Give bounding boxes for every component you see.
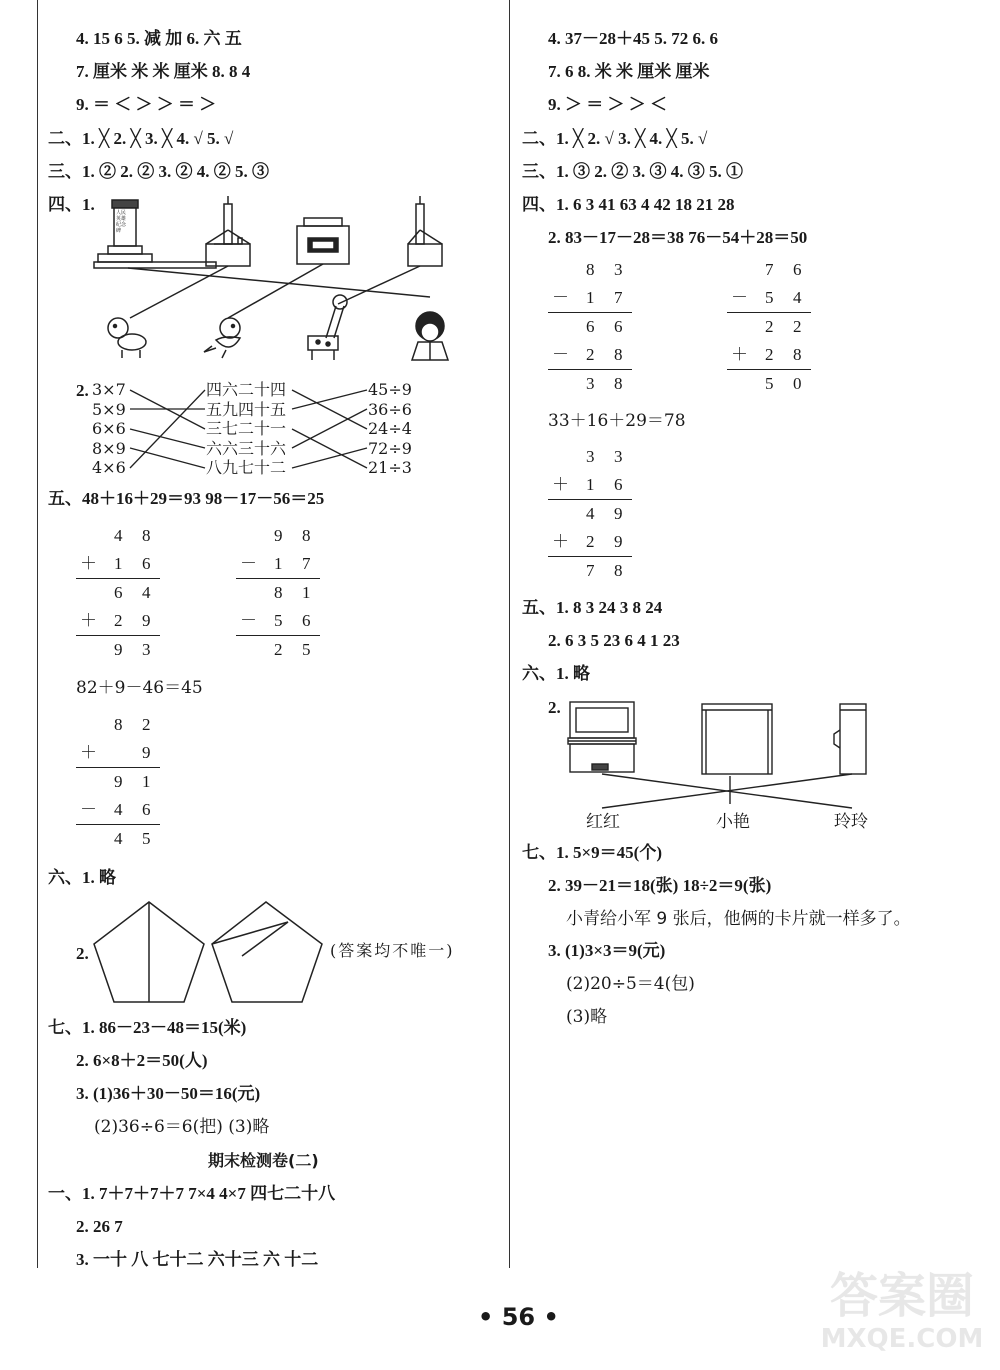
calc-digit: 7 (586, 561, 595, 580)
calc-digit: 5 (302, 640, 311, 659)
calc-op: － (240, 611, 257, 630)
monument-drawing (94, 200, 216, 268)
mul-mid-item: 五九四十五 (206, 399, 287, 419)
mul-left-item: 8×9 (92, 438, 126, 458)
answer-line: 六、1. 略 (48, 868, 116, 887)
mul-mid-item: 三七二十一 (206, 419, 287, 438)
mul-right-item: 45÷9 (368, 380, 412, 399)
calc-op: － (731, 288, 748, 307)
calc-digit: 5 (765, 288, 774, 307)
watermark-top: 答案圈 (829, 1268, 974, 1324)
dog-drawing (108, 318, 146, 358)
answer-line: (3)略 (566, 1007, 608, 1027)
name-label: 红红 (586, 812, 620, 832)
calc-digit: 8 (114, 715, 123, 734)
calc-digit: 9 (142, 611, 151, 630)
calc-digit: 4 (793, 288, 802, 307)
answer-line: 3. (1)3×3＝9(元) (548, 941, 666, 960)
answer-line: 2. 6×8＋2＝50(人) (76, 1051, 208, 1070)
calc-digit: 9 (114, 772, 123, 791)
answer-line: 2. 83－17－28＝38 76－54＋28＝50 (548, 228, 808, 247)
answer-line: 3. 一十 八 七十二 六十三 六 十二 (76, 1250, 319, 1269)
answer-line: 3. (1)36＋30－50＝16(元) (76, 1084, 261, 1103)
calc-op: － (552, 345, 569, 364)
calc-digit: 2 (114, 611, 123, 630)
calc-op: ＋ (552, 475, 569, 494)
calc-digit: 2 (765, 345, 774, 364)
piano-front-drawing (568, 702, 636, 772)
calc-digit: 3 (614, 260, 623, 279)
calc-op: ＋ (731, 345, 748, 364)
name-label: 玲玲 (834, 812, 868, 832)
answer-line: (2)36÷6＝6(把) (3)略 (94, 1117, 270, 1137)
calc-digit: 2 (765, 317, 774, 336)
calc-digit: 6 (586, 317, 595, 336)
page-number: • 56 • (478, 1303, 559, 1331)
answer-line: 小青给小军 9 张后，他俩的卡片就一样多了。 (566, 909, 911, 929)
question-label: 2. (76, 381, 89, 400)
giraffe-drawing (308, 295, 347, 360)
note-text: (答案均不唯一) (330, 941, 455, 960)
answer-line: 9. ＞ ＝ ＞ ＞ ＜ (548, 95, 667, 114)
calc-op: ＋ (80, 743, 97, 762)
calc-digit: 9 (114, 640, 123, 659)
answer-line: 三、1. ③ 2. ② 3. ③ 4. ③ 5. ① (522, 162, 743, 181)
question-label: 2. (548, 698, 561, 717)
calc-digit: 9 (614, 504, 623, 523)
calc-digit: 1 (586, 475, 595, 494)
answer-line: 二、1. ╳ 2. ╳ 3. ╳ 4. √ 5. √ (48, 129, 234, 148)
answer-line: 7. 厘米 米 米 厘米 8. 8 4 (76, 62, 251, 81)
tower-drawing (408, 196, 442, 266)
calc-digit: 2 (586, 345, 595, 364)
calc-op: － (80, 800, 97, 819)
calc-digit: 6 (614, 475, 623, 494)
calc-op: ＋ (80, 611, 97, 630)
center-divider (509, 0, 510, 1268)
watermark (812, 1268, 992, 1364)
calc-digit: 4 (114, 526, 123, 545)
monument-inscription: 人民英雄纪念碑 (116, 210, 127, 234)
calc-digit: 6 (142, 800, 151, 819)
calc-digit: 5 (274, 611, 283, 630)
piano-top-drawing (702, 704, 772, 774)
answer-line: 七、1. 5×9＝45(个) (522, 843, 663, 862)
answer-line: 4. 15 6 5. 减 加 6. 六 五 (76, 29, 242, 48)
calc-op: － (552, 288, 569, 307)
calc-digit: 3 (142, 640, 151, 659)
answer-line: 33＋16＋29＝78 (548, 411, 686, 431)
calc-op: － (240, 554, 257, 573)
left-margin-line (37, 0, 38, 1268)
calc-digit: 4 (114, 800, 123, 819)
calc-digit: 2 (274, 640, 283, 659)
calc-digit: 6 (302, 611, 311, 630)
calc-digit: 1 (142, 772, 151, 791)
mul-mid-item: 四六二十四 (206, 380, 287, 399)
mul-right-item: 72÷9 (368, 438, 412, 458)
calc-digit: 8 (614, 345, 623, 364)
answer-line: 7. 6 8. 米 米 厘米 厘米 (548, 62, 710, 81)
answer-line: 六、1. 略 (522, 664, 590, 683)
mul-right-item: 36÷6 (368, 399, 412, 419)
answer-line: 五、48＋16＋29＝93 98－17－56＝25 (48, 489, 325, 508)
calc-digit: 7 (302, 554, 311, 573)
section-label: 四、1. (48, 195, 95, 214)
answer-line: 五、1. 8 3 24 3 8 24 (522, 598, 663, 617)
calc-digit: 8 (302, 526, 311, 545)
matching-landmarks-figure (90, 190, 490, 370)
section-heading: 期末检测卷(二) (208, 1151, 319, 1170)
calc-op: ＋ (552, 532, 569, 551)
calc-digit: 6 (142, 554, 151, 573)
calc-digit: 7 (765, 260, 774, 279)
name-label: 小艳 (716, 812, 750, 832)
answer-line: 4. 37－28＋45 5. 72 6. 6 (548, 29, 718, 48)
calc-digit: 4 (114, 829, 123, 848)
calc-digit: 1 (274, 554, 283, 573)
answer-line: 2. 39－21＝18(张) 18÷2＝9(张) (548, 876, 772, 895)
calc-digit: 7 (614, 288, 623, 307)
calc-digit: 6 (614, 317, 623, 336)
calc-digit: 8 (793, 345, 802, 364)
calc-digit: 1 (114, 554, 123, 573)
calc-digit: 1 (586, 288, 595, 307)
calc-digit: 3 (586, 374, 595, 393)
mul-right-item: 21÷3 (368, 458, 412, 477)
question-label: 2. (76, 944, 89, 963)
calc-digit: 5 (765, 374, 774, 393)
pentagon-figures (92, 898, 332, 1008)
calc-digit: 2 (142, 715, 151, 734)
bird-drawing (204, 318, 240, 358)
building-drawing (297, 218, 349, 264)
calc-digit: 8 (614, 561, 623, 580)
calc-digit: 3 (614, 447, 623, 466)
calc-digit: 6 (793, 260, 802, 279)
answer-line: 9. ＝ ＜ ＞ ＞ ＝ ＞ (76, 95, 217, 114)
mul-right-item: 24÷4 (368, 419, 412, 438)
mul-left-item: 4×6 (92, 458, 126, 477)
calc-digit: 9 (274, 526, 283, 545)
answer-line: 四、1. 6 3 41 63 4 42 18 21 28 (522, 195, 735, 214)
piano-side-drawing (834, 704, 866, 774)
mul-left-item: 6×6 (92, 419, 126, 438)
mul-match-lines (0, 380, 400, 490)
answer-line: 一、1. 7＋7＋7＋7 7×4 4×7 四七二十八 (48, 1184, 336, 1203)
mul-mid-item: 六六三十六 (206, 438, 287, 458)
answer-line: 三、1. ② 2. ② 3. ② 4. ② 5. ③ (48, 162, 269, 181)
calc-digit: 2 (793, 317, 802, 336)
calc-digit: 8 (614, 374, 623, 393)
child-drawing (412, 312, 448, 360)
answer-line: 七、1. 86－23－48＝15(米) (48, 1018, 247, 1037)
calc-digit: 0 (793, 374, 802, 393)
calc-digit: 9 (142, 743, 151, 762)
mul-left-item: 5×9 (92, 399, 126, 419)
answer-line: 2. 26 7 (76, 1217, 123, 1236)
calc-digit: 5 (142, 829, 151, 848)
calc-op: ＋ (80, 554, 97, 573)
calc-digit: 8 (274, 583, 283, 602)
match-lines (128, 264, 430, 318)
mul-left-item: 3×7 (92, 380, 126, 399)
calc-digit: 4 (586, 504, 595, 523)
calc-digit: 8 (586, 260, 595, 279)
answer-line: (2)20÷5＝4(包) (566, 974, 695, 994)
calc-digit: 2 (586, 532, 595, 551)
answer-line: 2. 6 3 5 23 6 4 1 23 (548, 631, 680, 650)
watermark-bottom: MXQE.COM (820, 1324, 984, 1354)
answer-line: 二、1. ╳ 2. √ 3. ╳ 4. ╳ 5. √ (522, 129, 708, 148)
answer-line: 82＋9－46＝45 (76, 678, 203, 698)
calc-digit: 6 (114, 583, 123, 602)
calc-digit: 9 (614, 532, 623, 551)
calc-digit: 3 (586, 447, 595, 466)
pentagon-shape (212, 902, 322, 1002)
calc-digit: 4 (142, 583, 151, 602)
calc-digit: 1 (302, 583, 311, 602)
calc-digit: 8 (142, 526, 151, 545)
mul-mid-item: 八九七十二 (206, 458, 287, 477)
tower-drawing (206, 196, 250, 266)
